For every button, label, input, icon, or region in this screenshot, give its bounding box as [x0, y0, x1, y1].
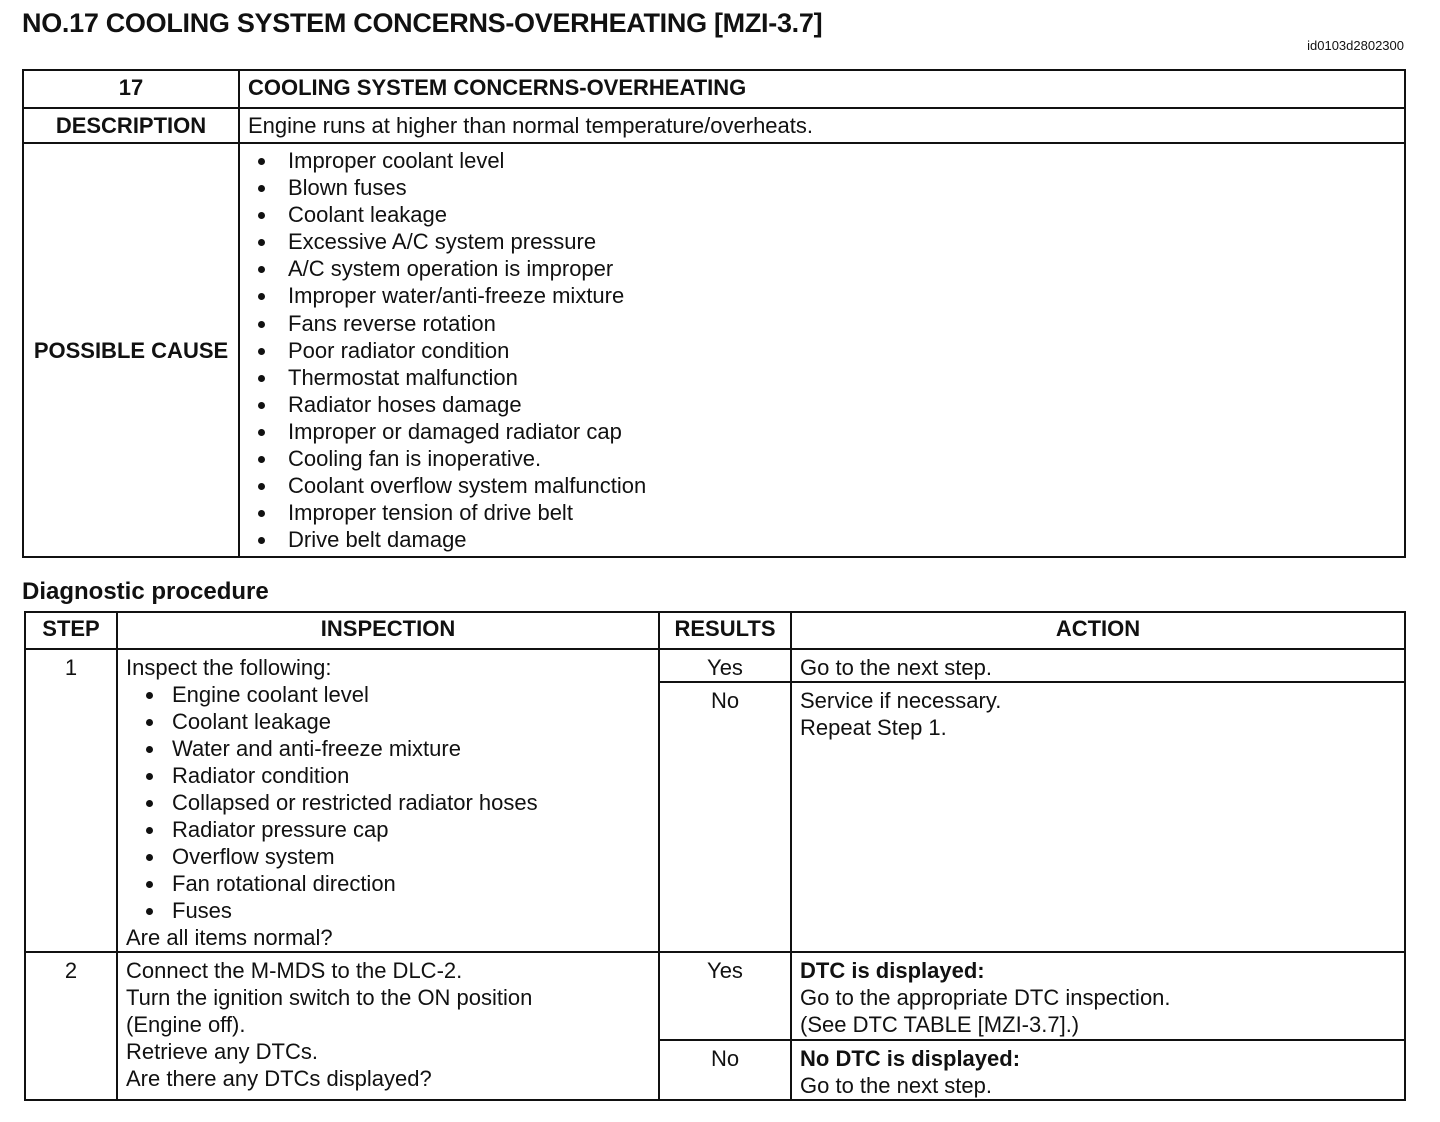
inspection-text: Retrieve any DTCs. [126, 1039, 318, 1064]
diagnostic-header-row [25, 612, 1405, 649]
action-text: Service if necessary. [800, 688, 1002, 713]
list-item: • Excessive A/C system pressure [278, 228, 1404, 255]
list-item: • Blown fuses [278, 174, 1404, 201]
column-header-results: RESULTS [659, 612, 791, 649]
inspection-text: Connect the M-MDS to the DLC-2. [126, 958, 463, 983]
possible-cause-list [240, 144, 1404, 556]
list-item: • Poor radiator condition [278, 337, 1404, 364]
list-item: • Improper or damaged radiator cap [278, 418, 1404, 445]
action-text: Repeat Step 1. [800, 715, 947, 740]
list-item: • Fans reverse rotation [278, 310, 1404, 337]
list-item: • Fan rotational direction [166, 870, 650, 897]
column-header-action: ACTION [791, 612, 1405, 649]
inspection-text: Are there any DTCs displayed? [126, 1066, 432, 1091]
step-number: 2 [25, 952, 117, 1100]
possible-cause-row [23, 143, 1405, 557]
inspection-question: Are all items normal? [126, 925, 333, 950]
column-header-step: STEP [25, 612, 117, 649]
action-text: (See DTC TABLE [MZI-3.7].) [800, 1012, 1080, 1037]
action-heading: DTC is displayed: [800, 958, 985, 983]
action-cell [791, 649, 1405, 682]
list-item: • Improper coolant level [278, 147, 1404, 174]
list-item: • Improper water/anti-freeze mixture [278, 282, 1404, 309]
result-yes: Yes [659, 649, 791, 682]
description-row [23, 108, 1405, 143]
action-text: Go to the next step. [800, 1073, 993, 1098]
inspection-cell [117, 649, 659, 952]
description-label: DESCRIPTION [23, 108, 239, 143]
list-item: • Collapsed or restricted radiator hoses [166, 789, 650, 816]
list-item: • Coolant overflow system malfunction [278, 472, 1404, 499]
possible-cause-label: POSSIBLE CAUSE [23, 143, 239, 557]
list-item: • Coolant leakage [278, 201, 1404, 228]
inspection-text: Turn the ignition switch to the ON position [126, 985, 533, 1010]
inspection-text: (Engine off). [126, 1012, 246, 1037]
diagnostic-heading: Diagnostic procedure [22, 578, 269, 605]
diagnostic-table [24, 611, 1406, 1101]
list-item: • A/C system operation is improper [278, 255, 1404, 282]
list-item: • Coolant leakage [166, 708, 650, 735]
result-yes: Yes [659, 952, 791, 1040]
action-cell [791, 952, 1405, 1040]
concern-table [22, 69, 1406, 558]
inspection-list [126, 681, 650, 924]
inspection-cell [117, 952, 659, 1100]
result-no: No [659, 682, 791, 952]
list-item: • Improper tension of drive belt [278, 499, 1404, 526]
list-item: • Drive belt damage [278, 526, 1404, 553]
list-item: • Radiator condition [166, 762, 650, 789]
concern-name: COOLING SYSTEM CONCERNS-OVERHEATING [239, 70, 1405, 108]
table-row [25, 952, 1405, 1040]
list-item: • Water and anti-freeze mixture [166, 735, 650, 762]
document-id: id0103d2802300 [1307, 38, 1404, 53]
action-text: Go to the appropriate DTC inspection. [800, 985, 1171, 1010]
list-item: • Radiator hoses damage [278, 391, 1404, 418]
page-title: NO.17 COOLING SYSTEM CONCERNS-OVERHEATING [MZI-3.7] [22, 8, 823, 38]
description-text: Engine runs at higher than normal temperature/overheats. [239, 108, 1405, 143]
column-header-inspection: INSPECTION [117, 612, 659, 649]
list-item: • Engine coolant level [166, 681, 650, 708]
action-heading: No DTC is displayed: [800, 1046, 1021, 1071]
result-no: No [659, 1040, 791, 1100]
action-cell [791, 682, 1405, 952]
list-item: • Radiator pressure cap [166, 816, 650, 843]
inspection-intro: Inspect the following: [126, 655, 332, 680]
concern-number: 17 [23, 70, 239, 108]
step-number: 1 [25, 649, 117, 952]
list-item: • Fuses [166, 897, 650, 924]
list-item: • Thermostat malfunction [278, 364, 1404, 391]
action-text: Go to the next step. [800, 655, 993, 680]
table-row [25, 649, 1405, 682]
list-item: • Cooling fan is inoperative. [278, 445, 1404, 472]
concern-header-row [23, 70, 1405, 108]
action-cell [791, 1040, 1405, 1100]
list-item: • Overflow system [166, 843, 650, 870]
